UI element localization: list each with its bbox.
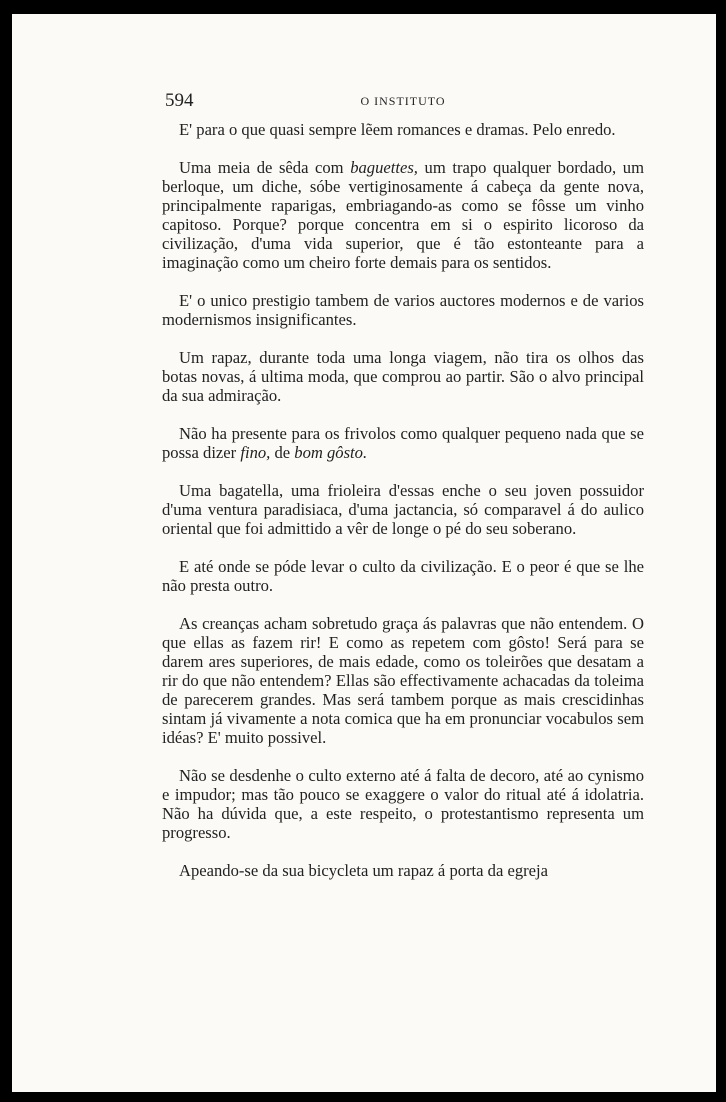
italic-fino: fino, [240, 443, 271, 462]
paragraph-3: E' o unico prestigio tambem de varios auctores modernos e de varios modernismos insignificantes. [162, 291, 644, 329]
paragraph-6: Uma bagatella, uma frioleira d'essas enche o seu joven possuidor d'uma ventura paradisiaca, d'uma jactancia, só comparavel á do aulico oriental que foi admittido a vêr de longe o pé do seu soberano. [162, 481, 644, 538]
italic-baguettes: baguettes, [350, 158, 418, 177]
paragraph-9: Não se desdenhe o culto externo até á falta de decoro, até ao cynismo e impudor; mas tão pouco se exaggere o valor do ritual até á idolatria. Não ha dúvida que, a este respeito, o protestantismo representa um progresso. [162, 766, 644, 842]
paragraph-1: E' para o que quasi sempre lẽem romances e dramas. Pelo enredo. [179, 120, 616, 139]
italic-bom-gosto: bom gôsto. [294, 443, 368, 462]
paragraph-2-text-a: Uma meia de sêda com [179, 158, 351, 177]
paragraph-4: Um rapaz, durante toda uma longa viagem, não tira os olhos das botas novas, á ultima moda, que comprou ao partir. São o alvo principal da sua admiração. [162, 348, 644, 405]
page-header [162, 90, 644, 120]
paragraph-2-text-b: um trapo qualquer bordado, um berloque, um diche, sóbe vertiginosamente á cabeça da gente nova, principalmente raparigas, embriagando-as como se fôsse um vinho capitoso. Porque? porque concentra em si o espirito licoroso da civilização, d'uma vida superior, que é tão estonteante para a imaginação como um cheiro forte demais para os sentidos. [162, 158, 645, 272]
paragraph-5 [162, 424, 644, 462]
book-page [12, 14, 716, 1092]
page-number: 594 [165, 90, 194, 111]
text-block [162, 90, 644, 899]
paragraph-2 [162, 158, 644, 272]
paragraph-10: Apeando-se da sua bicycleta um rapaz á porta da egreja [179, 861, 549, 880]
paragraph-5-text-a: Não ha presente para os frivolos como qualquer pequeno nada que se possa dizer [162, 424, 644, 462]
paragraph-8: As creanças acham sobretudo graça ás palavras que não entendem. O que ellas as fazem rir! E como as repetem com gôsto! Será para se darem ares superiores, de mais edade, como os toleirões que desatam a rir do que não entendem? Ellas são effectivamente achacadas da toleima de parecerem grandes. Mas será tambem porque as mais crescidinhas sintam já vivamente a nota comica que ha em pronunciar vocabulos sem idéas? E' muito possivel. [162, 614, 644, 747]
paragraph-7: E até onde se póde levar o culto da civilização. E o peor é que se lhe não presta outro. [162, 557, 644, 595]
paragraph-5-text-b: de [270, 443, 295, 462]
running-title: O INSTITUTO [360, 94, 446, 108]
